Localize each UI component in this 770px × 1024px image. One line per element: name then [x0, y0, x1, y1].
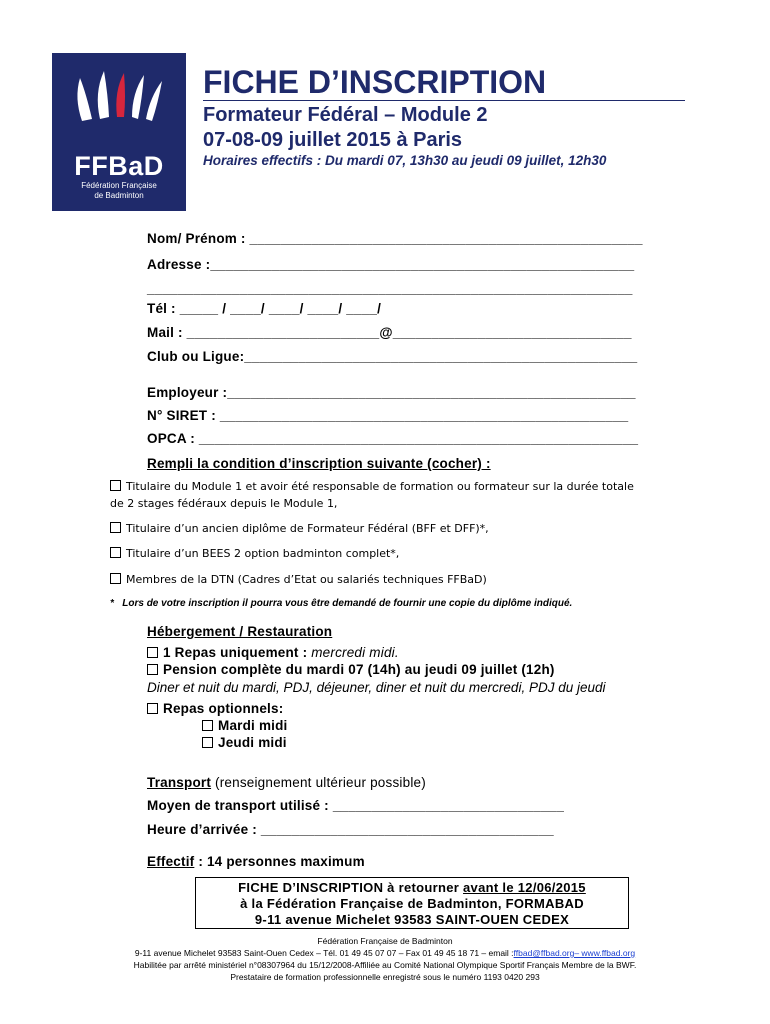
field-mail[interactable]: Mail : _________________________@_______________________________	[147, 325, 632, 340]
checkbox-ancien-diplome[interactable]	[110, 522, 121, 533]
footer-links[interactable]: ffbad@ffbad.org– www.ffbad.org	[513, 948, 636, 958]
checkbox-module1[interactable]	[110, 480, 121, 491]
footer-line-4: Prestataire de formation professionnelle enregistré sous le numéro 1193 0420 293	[230, 972, 540, 982]
field-heure-arrivee[interactable]: Heure d’arrivée : ______________________________________	[147, 822, 554, 837]
hebergement-heading: Hébergement / Restauration	[147, 624, 333, 639]
option-jeudi-midi[interactable]: Jeudi midi	[202, 735, 287, 750]
ffbad-logo	[52, 53, 186, 211]
field-nom[interactable]: Nom/ Prénom : ___________________________________________________	[147, 231, 643, 246]
footer-line-3: Habilitée par arrêté ministériel n°08307964 du 15/12/2008-Affiliée au Comité National Olympique Sportif Français Membre de la BWF.	[133, 960, 637, 970]
field-tel[interactable]: Tél : _____ / ____/ ____/ ____/ ____/	[147, 301, 382, 316]
logo-subtitle-1: Fédération Française	[81, 181, 157, 190]
diploma-note: * Lors de votre inscription il pourra vous être demandé de fournir une copie du diplôme indiqué.	[110, 598, 573, 609]
option-repas-optionnels[interactable]: Repas optionnels:	[147, 701, 283, 716]
footer-line-2: 9-11 avenue Michelet 93583 Saint-Ouen Cedex – Tél. 01 49 45 07 07 – Fax 01 49 45 18 71 – email :ffbad@ffbad.org– www.ffbad.org	[134, 948, 636, 958]
checkbox-bees2[interactable]	[110, 547, 121, 558]
pension-detail: Diner et nuit du mardi, PDJ, déjeuner, diner et nuit du mercredi, PDJ du jeudi	[147, 680, 606, 695]
subtitle-module: Formateur Fédéral – Module 2	[203, 104, 488, 126]
checkbox-repas[interactable]	[147, 647, 158, 658]
field-moyen-transport[interactable]: Moyen de transport utilisé : ______________________________	[147, 798, 565, 813]
field-siret[interactable]: N° SIRET : _____________________________________________________	[147, 408, 629, 423]
subtitle-hours: Horaires effectifs : Du mardi 07, 13h30 au jeudi 09 juillet, 12h30	[203, 153, 607, 168]
condition-heading: Rempli la condition d’inscription suivante (cocher) :	[147, 456, 491, 471]
transport-heading: Transport (renseignement ultérieur possible)	[147, 775, 426, 790]
logo-name: FFBaD	[74, 151, 164, 181]
field-adresse-2[interactable]: _______________________________________________________________	[147, 281, 633, 296]
condition-option-1[interactable]: Titulaire du Module 1 et avoir été responsable de formation ou formateur sur la durée totale	[110, 480, 634, 493]
option-repas[interactable]: 1 Repas uniquement : mercredi midi.	[147, 645, 399, 660]
page-title: FICHE D’INSCRIPTION	[203, 64, 547, 100]
return-box	[195, 877, 629, 929]
condition-option-3[interactable]: Titulaire d’un BEES 2 option badminton complet*,	[110, 547, 399, 560]
condition-option-1-cont: de 2 stages fédéraux depuis le Module 1,	[110, 497, 338, 510]
field-adresse[interactable]: Adresse :_______________________________________________________	[147, 257, 635, 272]
return-line-1: FICHE D’INSCRIPTION à retourner avant le 12/06/2015	[238, 880, 586, 895]
subtitle-dates: 07-08-09 juillet 2015 à Paris	[203, 129, 463, 151]
footer-line-1: Fédération Française de Badminton	[317, 936, 453, 946]
title-divider	[203, 100, 685, 101]
return-line-3: 9-11 avenue Michelet 93583 SAINT-OUEN CEDEX	[254, 912, 570, 927]
checkbox-dtn[interactable]	[110, 573, 121, 584]
checkbox-jeudi-midi[interactable]	[202, 737, 213, 748]
logo-subtitle-2: de Badminton	[94, 191, 144, 200]
field-club[interactable]: Club ou Ligue:___________________________________________________	[147, 349, 638, 364]
condition-option-2[interactable]: Titulaire d’un ancien diplôme de Formateur Fédéral (BFF et DFF)*,	[110, 522, 489, 535]
checkbox-mardi-midi[interactable]	[202, 720, 213, 731]
option-mardi-midi[interactable]: Mardi midi	[202, 718, 288, 733]
effectif: Effectif : 14 personnes maximum	[147, 854, 365, 869]
option-pension[interactable]: Pension complète du mardi 07 (14h) au jeudi 09 juillet (12h)	[147, 662, 555, 677]
return-line-2: à la Fédération Française de Badminton, FORMABAD	[240, 896, 584, 911]
condition-option-4[interactable]: Membres de la DTN (Cadres d’Etat ou salariés techniques FFBaD)	[110, 573, 487, 586]
checkbox-repas-optionnels[interactable]	[147, 703, 158, 714]
shuttlecock-feathers-icon	[52, 53, 186, 153]
field-employeur[interactable]: Employeur :_____________________________________________________	[147, 385, 636, 400]
field-opca[interactable]: OPCA : _________________________________________________________	[147, 431, 639, 446]
checkbox-pension[interactable]	[147, 664, 158, 675]
